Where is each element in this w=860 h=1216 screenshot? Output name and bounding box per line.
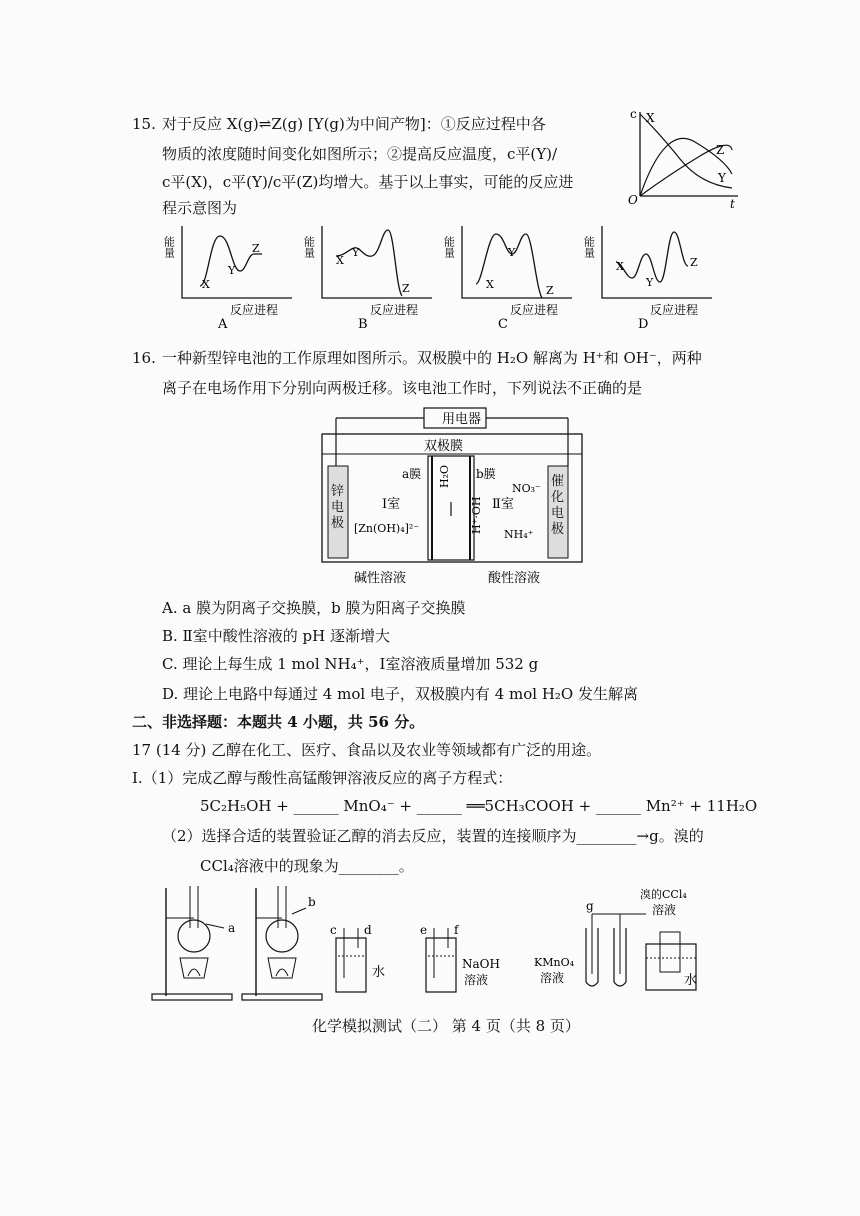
label-g: g [586, 899, 594, 913]
energy-ylabel: 能量 [302, 236, 316, 258]
zinc-battery-diagram [316, 406, 588, 586]
water-label: H₂O [438, 464, 451, 488]
energy-diagram-a [162, 222, 306, 332]
curve-point-label: Z [690, 256, 698, 269]
q15-line4: 程示意图为 [162, 199, 238, 217]
q15-line3: c平(X)，c平(Y)/c平(Z)均增大。基于以上事实，可能的反应进 [162, 173, 574, 191]
curve-point-label: Y [352, 246, 360, 259]
energy-diagram-d [582, 222, 726, 332]
zinc-electrode-label: 锌电极 [331, 484, 345, 531]
q17-part1-2b: CCl₄溶液中的现象为________。 [200, 857, 414, 875]
zincate-label: [Zn(OH)₄]²⁻ [354, 522, 420, 535]
energy-ylabel: 能量 [582, 236, 596, 258]
q16-option-b: B. Ⅱ室中酸性溶液的 pH 逐渐增大 [162, 627, 390, 645]
label-kmno4: KMnO₄ [534, 956, 574, 969]
label-a: a [228, 921, 236, 935]
catalyst-electrode-label: 催化电极 [551, 474, 565, 537]
q17-equation: 5C₂H₅OH + ______ MnO₄⁻ + ______ ══5CH₃COOH + ______ Mn²⁺ + 11H₂O [200, 797, 758, 815]
q17-part1-1: Ⅰ.（1）完成乙醇与酸性高锰酸钾溶液反应的离子方程式： [132, 769, 513, 787]
q16-line1: 一种新型锌电池的工作原理如图所示。双极膜中的 H₂O 解离为 H⁺和 OH⁻，两种 [162, 349, 702, 367]
curve-point-label: Y [508, 246, 516, 259]
graph-t-label: t [730, 197, 735, 211]
gas-bottle-naoh [420, 923, 500, 992]
graph-o-label: O [628, 193, 638, 207]
room2-label: Ⅱ室 [492, 497, 514, 512]
energy-xlabel: 反应进程 [510, 303, 559, 317]
curve-point-label: Y [228, 264, 236, 277]
nitrate-label: NO₃⁻ [512, 482, 541, 495]
label-c: c [330, 923, 337, 937]
ammonium-label: NH₄⁺ [504, 528, 534, 541]
graph-z-label: Z [716, 143, 725, 157]
curve-point-label: X [202, 278, 210, 291]
option-label-c: C [498, 317, 508, 332]
q16-number: 16. [132, 349, 156, 367]
apparatus-diagram [146, 878, 706, 1008]
label-naoh-solution: 溶液 [464, 973, 489, 987]
energy-curve-d [616, 232, 688, 282]
energy-xlabel: 反应进程 [230, 303, 279, 317]
label-b: b [308, 895, 316, 909]
energy-diagram-c [442, 222, 586, 332]
q15-line1: 对于反应 X(g)⇌Z(g) [Y(g)为中间产物]：①反应过程中各 [162, 115, 546, 133]
flask-apparatus-b [242, 886, 322, 1000]
label-kmno4-solution: 溶液 [540, 971, 565, 985]
flask-apparatus-a [152, 886, 235, 1000]
test-tube-group [534, 888, 697, 990]
energy-xlabel: 反应进程 [370, 303, 419, 317]
label-naoh: NaOH [462, 957, 500, 971]
bipolar-membrane-label: 双极膜 [424, 439, 464, 454]
load-label: 用电器 [442, 412, 482, 427]
curve-point-label: Z [402, 282, 410, 295]
q17-part1-2a: （2）选择合适的装置验证乙醇的消去反应，装置的连接顺序为________→g。溴的 [162, 827, 704, 845]
graph-c-label: c [630, 107, 637, 121]
curve-point-label: Z [252, 242, 260, 255]
label-water1: 水 [372, 965, 386, 980]
room1-label: Ⅰ室 [382, 497, 401, 512]
a-membrane-label: a膜 [402, 467, 422, 481]
option-label-a: A [218, 317, 228, 332]
q16-line2: 离子在电场作用下分别向两极迁移。该电池工作时，下列说法不正确的是 [162, 379, 643, 397]
option-label-b: B [358, 317, 368, 332]
label-f: f [454, 923, 459, 937]
energy-xlabel: 反应进程 [650, 303, 699, 317]
curve-point-label: Y [646, 276, 654, 289]
energy-curve-b [336, 230, 402, 296]
q15-number: 15. [132, 115, 156, 133]
concentration-time-graph [620, 104, 745, 212]
acidic-label: 酸性溶液 [488, 571, 541, 586]
alkaline-label: 碱性溶液 [354, 571, 407, 586]
label-bromine-solution: 溶液 [652, 903, 677, 917]
label-e: e [420, 923, 428, 937]
energy-ylabel: 能量 [442, 236, 456, 258]
energy-ylabel: 能量 [162, 236, 176, 258]
b-membrane-label: b膜 [476, 467, 496, 481]
curve-point-label: Z [546, 284, 554, 297]
graph-x-label: X [646, 111, 655, 125]
q16-option-d: D. 理论上电路中每通过 4 mol 电子，双极膜内有 4 mol H₂O 发生解离 [162, 685, 638, 703]
curve-point-label: X [616, 260, 624, 273]
q17-head: 17 (14 分) 乙醇在化工、医疗、食品以及农业等领域都有广泛的用途。 [132, 741, 602, 759]
page-footer: 化学模拟测试（二） 第 4 页（共 8 页） [312, 1017, 580, 1035]
ions-label: H⁺·OH⁻ [470, 490, 483, 534]
section-heading: 二、非选择题：本题共 4 小题，共 56 分。 [132, 713, 425, 731]
q15-line2: 物质的浓度随时间变化如图所示；②提高反应温度，c平(Y)/ [162, 145, 558, 163]
energy-diagram-b [302, 222, 446, 332]
q16-option-a: A. a 膜为阴离子交换膜，b 膜为阳离子交换膜 [162, 599, 466, 617]
gas-bottle-water [330, 923, 385, 992]
label-water2: 水 [684, 973, 698, 988]
option-label-d: D [638, 317, 649, 332]
curve-point-label: X [486, 278, 494, 291]
label-bromine: 溴的CCl₄ [640, 888, 687, 901]
q16-option-c: C. 理论上每生成 1 mol NH₄⁺，Ⅰ室溶液质量增加 532 g [162, 655, 539, 673]
graph-y-label: Y [718, 171, 726, 185]
label-d: d [364, 923, 372, 937]
curve-point-label: X [336, 254, 344, 267]
